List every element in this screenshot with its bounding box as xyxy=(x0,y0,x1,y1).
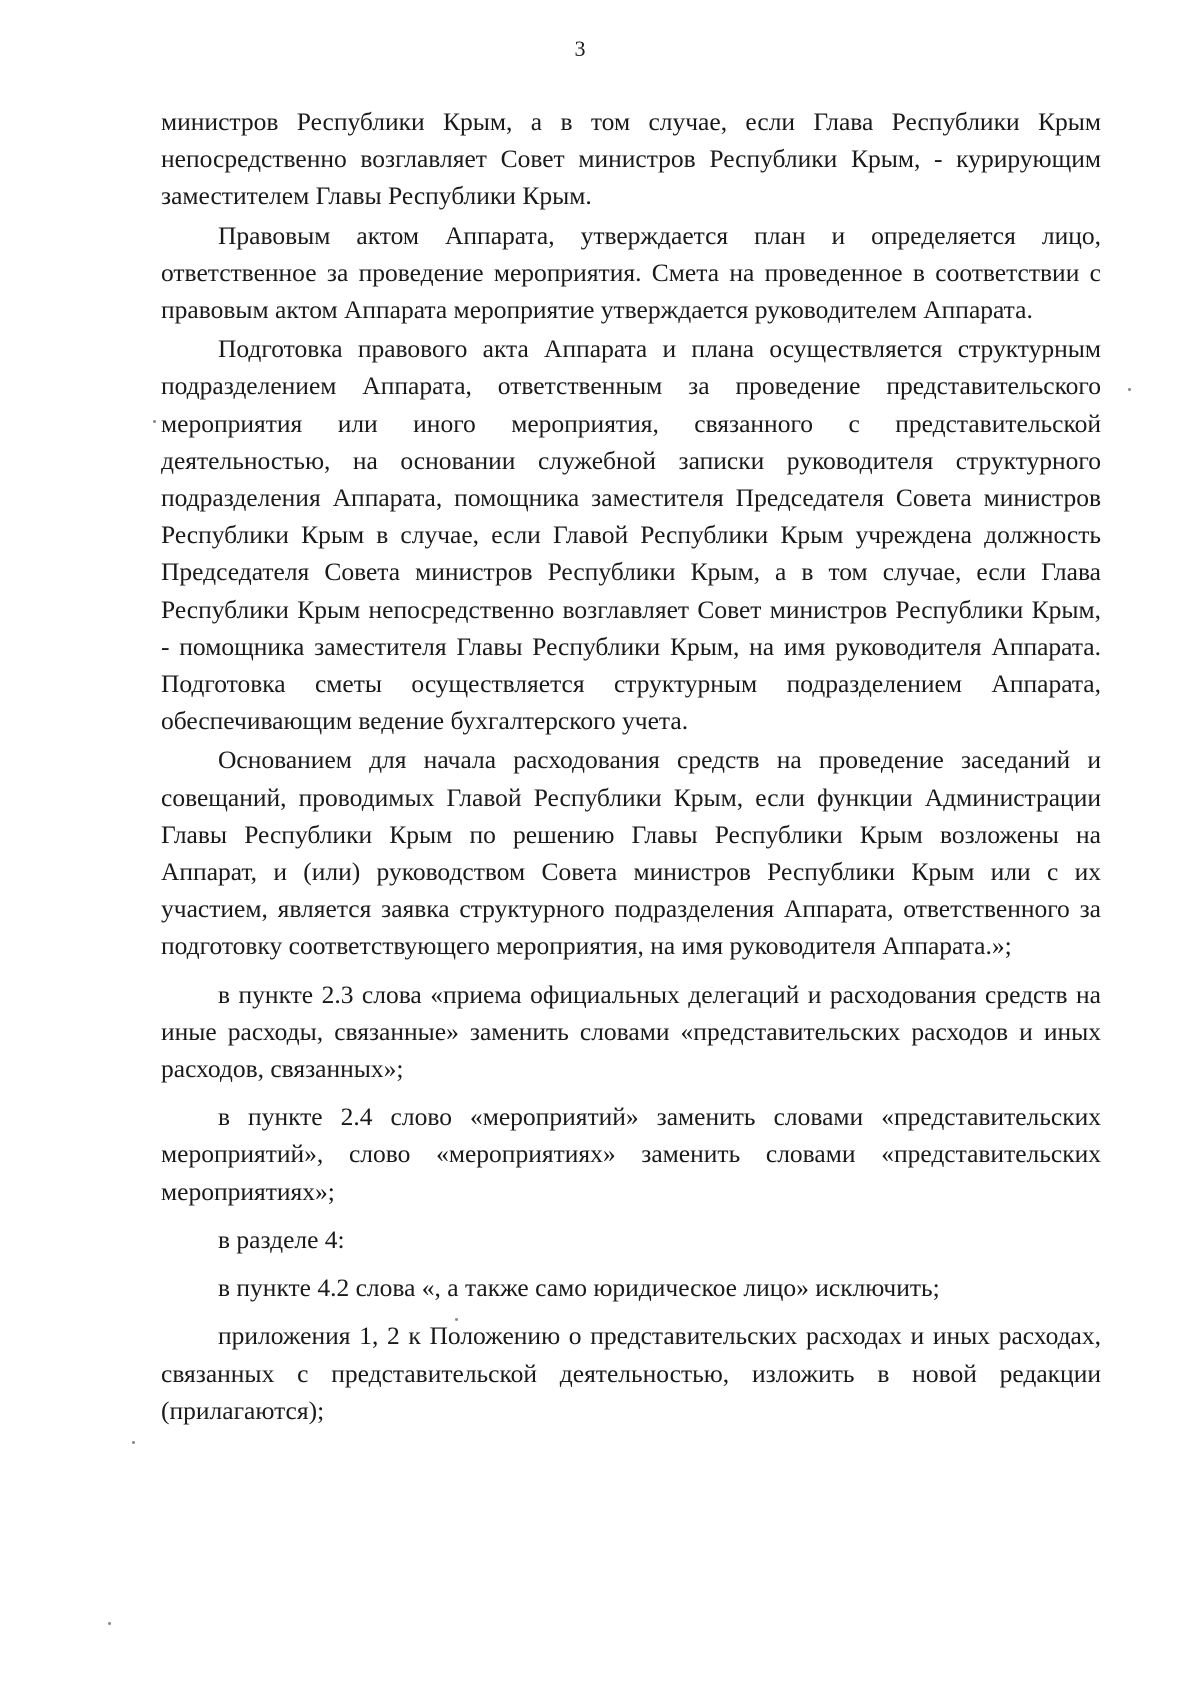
paragraph-4: Основанием для начала расходования средств на проведение заседаний и совещаний, проводимых Главой Республики Крым, если функции Администрации Главы Республики Крым по решению Главы Республики Крым возложены на Аппарат, и (или) руководством Совета министров Республики Крым или с их участием, является заявка структурного подразделения Аппарата, ответственного за подготовку соответствующего мероприятия, на имя руководителя Аппарата.»; xyxy=(161,745,1101,961)
paragraph-6: в пункте 2.4 слово «мероприятий» заменить словами «представительских мероприятий», слово «мероприятиях» заменить словами «представительских мероприятиях»; xyxy=(161,1102,1101,1206)
paragraph-3: Подготовка правового акта Аппарата и плана осуществляется структурным подразделением Аппарата, ответственным за проведение представительского мероприятия или иного мероприятия, связанного с представительской деятельностью, на основании служебной записки руководителя структурного подразделения Аппарата, помощника заместителя Председателя Совета министров Республики Крым в случае, если Главой Республики Крым учреждена должность Председателя Совета министров Республики Крым, а в том случае, если Глава Республики Крым непосредственно возглавляет Совет министров Республики Крым, - помощника заместителя Главы Республики Крым, на имя руководителя Аппарата. Подготовка сметы осуществляется структурным подразделением Аппарата, обеспечивающим ведение бухгалтерского учета. xyxy=(161,334,1101,736)
scan-speck xyxy=(455,1318,458,1321)
paragraph-8: в пункте 4.2 слова «, а также само юридическое лицо» исключить; xyxy=(218,1273,940,1303)
paragraph-1: министров Республики Крым, а в том случае, если Глава Республики Крым непосредственно возглавляет Совет министров Республики Крым, - курирующим заместителем Главы Республики Крым. xyxy=(161,107,1101,211)
paragraph-2: Правовым актом Аппарата, утверждается план и определяется лицо, ответственное за проведение мероприятия. Смета на проведенное в соответствии с правовым актом Аппарата мероприятие утверждается руководителем Аппарата. xyxy=(161,220,1101,325)
scan-speck xyxy=(1128,388,1131,391)
paragraph-9: приложения 1, 2 к Положению о представительских расходах и иных расходах, связанных с представительской деятельностью, изложить в новой редакции (прилагаются); xyxy=(161,1321,1101,1425)
paragraph-7: в разделе 4: xyxy=(218,1224,345,1254)
scan-speck xyxy=(153,420,156,423)
paragraph-5: в пункте 2.3 слова «приема официальных делегаций и расходования средств на иные расходы, связанные» заменить словами «представительских расходов и иных расходов, связанных»; xyxy=(161,979,1101,1084)
page-number: 3 xyxy=(574,36,586,61)
scan-speck xyxy=(108,1622,111,1625)
scan-speck xyxy=(132,1441,135,1444)
document-body xyxy=(161,103,1101,1429)
